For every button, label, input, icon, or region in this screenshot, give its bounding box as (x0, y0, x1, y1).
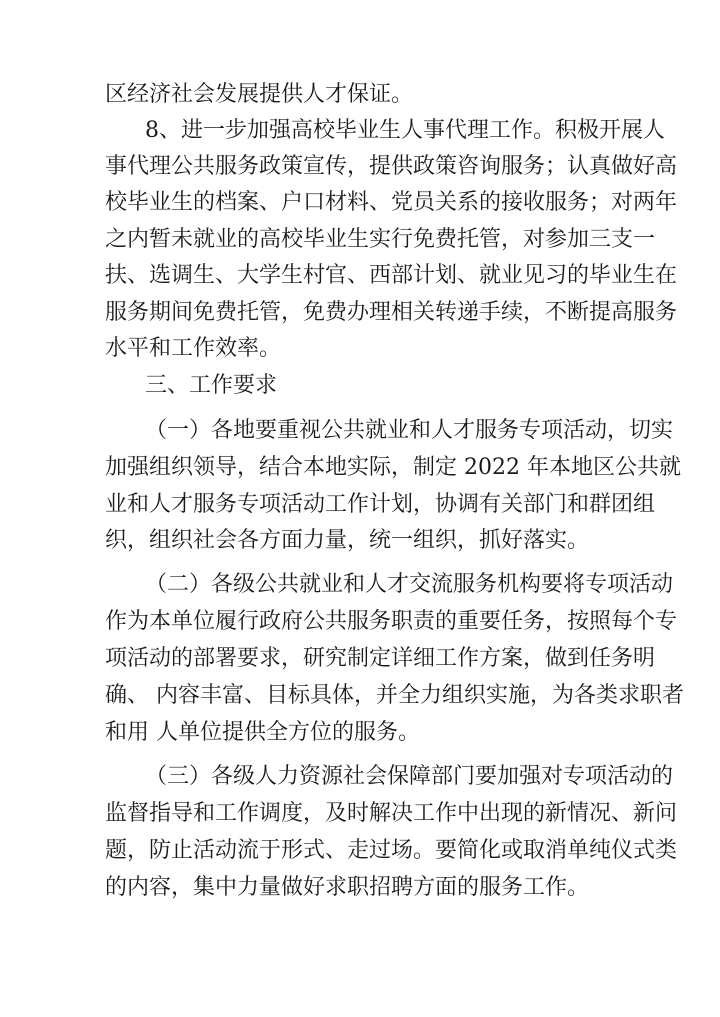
text-line: 作为本单位履行政府公共服务职责的重要任务，按照每个专 (105, 609, 678, 634)
text-line: 水平和工作效率。 (105, 336, 282, 361)
text-line: 之内暂未就业的高校毕业生实行免费托管，对参加三支一 (105, 227, 656, 252)
text-line: 监督指导和工作调度，及时解决工作中出现的新情况、新问 (105, 801, 678, 826)
text-line: （一）各地要重视公共就业和人才服务专项活动，切实 (145, 418, 674, 443)
text-line: 项活动的部署要求，研究制定详细工作方案，做到任务明 (105, 646, 656, 671)
text-line: 服务期间免费托管，免费办理相关转递手续，不断提高服务 (105, 300, 678, 325)
section-heading: 三、工作要求 (145, 373, 278, 398)
text-line: 8、进一步加强高校毕业生人事代理工作。积极开展人 (145, 118, 665, 143)
text-line: 题，防止活动流于形式、走过场。要简化或取消单纯仪式类 (105, 838, 678, 863)
text-line: （三）各级人力资源社会保障部门要加强对专项活动的 (145, 764, 674, 789)
text-line: 区经济社会发展提供人才保证。 (105, 82, 414, 107)
text-line: 织，组织社会各方面力量，统一组织，抓好落实。 (105, 528, 590, 553)
text-line: 业和人才服务专项活动工作计划，协调有关部门和群团组 (105, 492, 656, 517)
text-line: 加强组织领导，结合本地实际，制定 2022 年本地区公共就 (105, 455, 681, 480)
text-line: 扶、选调生、大学生村官、西部计划、就业见习的毕业生在 (105, 263, 678, 288)
text-line: （二）各级公共就业和人才交流服务机构要将专项活动 (145, 572, 674, 597)
text-line: 事代理公共服务政策宣传，提供政策咨询服务；认真做好高 (105, 154, 678, 179)
text-line: 的内容，集中力量做好求职招聘方面的服务工作。 (105, 875, 590, 900)
text-line: 确、 内容丰富、目标具体，并全力组织实施，为各类求职者 (105, 683, 684, 708)
text-line: 和用 人单位提供全方位的服务。 (105, 720, 420, 745)
text-line: 校毕业生的档案、户口材料、党员关系的接收服务；对两年 (105, 190, 678, 215)
